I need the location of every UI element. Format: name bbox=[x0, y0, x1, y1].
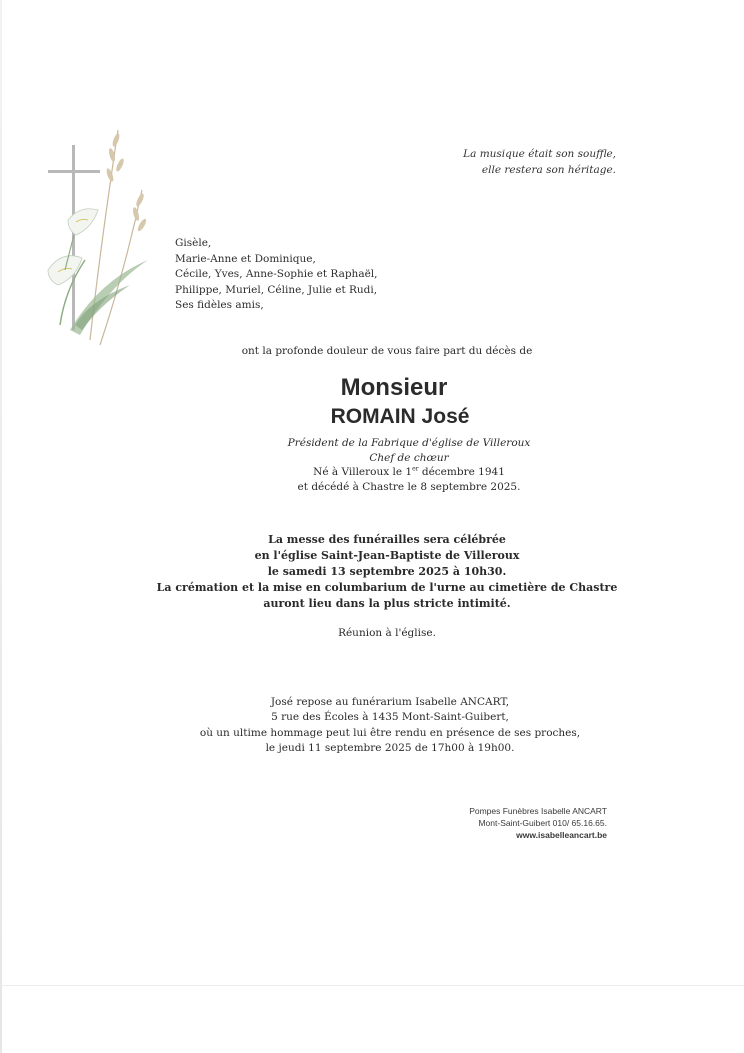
deceased-salutation: Monsieur bbox=[340, 374, 448, 401]
deceased-name: ROMAIN José bbox=[330, 405, 470, 428]
birth-line bbox=[37, 465, 744, 480]
ceremony-line: auront lieu dans la plus stricte intimité. bbox=[263, 597, 511, 610]
deceased-roles bbox=[37, 436, 744, 466]
role-line: Président de la Fabrique d'église de Villeroux bbox=[287, 437, 531, 449]
funerarium-line: José repose au funérarium Isabelle ANCART, bbox=[270, 696, 510, 708]
cross-lily-wheat-icon bbox=[30, 110, 170, 380]
funerarium-line: le jeudi 11 septembre 2025 de 17h00 à 19h00. bbox=[265, 741, 515, 754]
family-line: Philippe, Muriel, Céline, Julie et Rudi, bbox=[175, 283, 378, 296]
death-line: et décédé à Chastre le 8 septembre 2025. bbox=[297, 481, 521, 493]
funerarium-details bbox=[18, 695, 744, 756]
birth-ordinal: er bbox=[412, 465, 419, 473]
scan-bottom-line bbox=[0, 985, 744, 986]
quote-line: elle restera son héritage. bbox=[481, 164, 616, 176]
role-line: Chef de chœur bbox=[369, 452, 449, 464]
family-list bbox=[175, 236, 377, 314]
birth-suffix: décembre 1941 bbox=[418, 466, 505, 478]
epitaph-quote bbox=[463, 146, 616, 178]
ceremony-line: La messe des funérailles sera célébrée bbox=[268, 533, 506, 546]
scan-edge bbox=[0, 0, 2, 1053]
funeral-home-footer bbox=[469, 805, 607, 841]
ceremony-line: le samedi 13 septembre 2025 à 10h30. bbox=[267, 565, 507, 578]
reunion-note: Réunion à l'église. bbox=[338, 627, 436, 639]
company-website: www.isabelleancart.be bbox=[516, 830, 607, 840]
ceremony-line: en l'église Saint-Jean-Baptiste de Villeroux bbox=[254, 549, 520, 562]
birth-prefix: Né à Villeroux le 1 bbox=[313, 466, 413, 478]
family-line: Ses fidèles amis, bbox=[175, 299, 264, 312]
ceremony-line: La crémation et la mise en columbarium de l'urne au cimetière de Chastre bbox=[156, 581, 618, 594]
family-line: Marie-Anne et Dominique, bbox=[175, 252, 316, 265]
ceremony-details bbox=[15, 532, 744, 612]
funerarium-line: où un ultime hommage peut lui être rendu en présence de ses proches, bbox=[199, 726, 581, 739]
family-line: Gisèle, bbox=[175, 237, 212, 249]
life-dates bbox=[37, 465, 744, 495]
announcement-intro: ont la profonde douleur de vous faire part du décès de bbox=[241, 345, 533, 357]
company-name: Pompes Funèbres Isabelle ANCART bbox=[469, 806, 607, 816]
company-address-phone: Mont-Saint-Guibert 010/ 65.16.65. bbox=[478, 818, 607, 828]
quote-line: La musique était son souffle, bbox=[463, 148, 616, 160]
funerarium-line: 5 rue des Écoles à 1435 Mont-Saint-Guibert, bbox=[271, 711, 509, 724]
family-line: Cécile, Yves, Anne-Sophie et Raphaël, bbox=[175, 268, 378, 281]
